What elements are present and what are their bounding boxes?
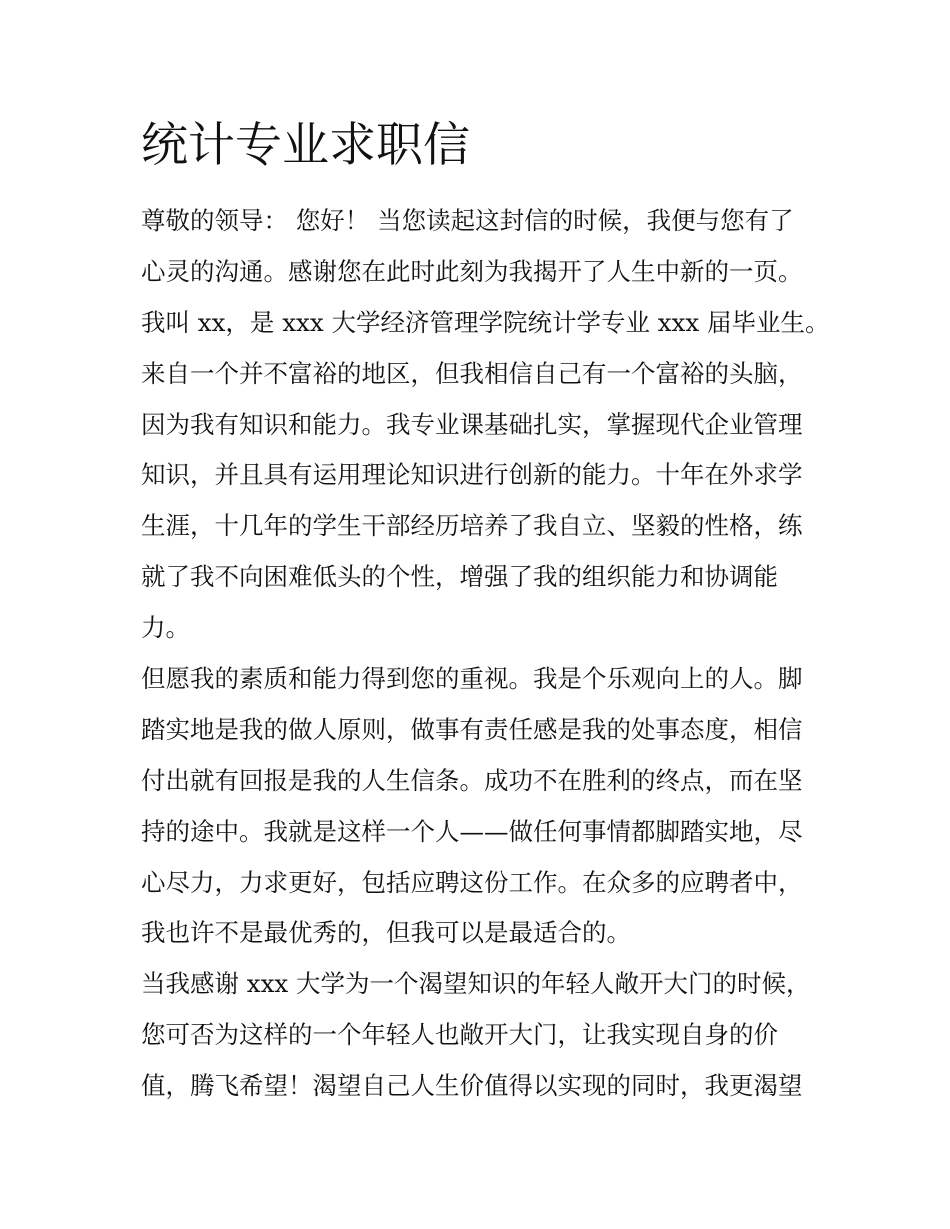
text-line: 踏实地是我的做人原则，做事有责任感是我的处事态度，相信: [141, 714, 803, 744]
text-line: 但愿我的素质和能力得到您的重视。我是个乐观向上的人。脚: [141, 664, 803, 694]
text-line: 心灵的沟通。感谢您在此时此刻为我揭开了人生中新的一页。: [141, 256, 803, 286]
text-line: 就了我不向困难低头的个性，增强了我的组织能力和协调能: [141, 562, 778, 592]
text-line: 我叫 xx，是 xxx 大学经济管理学院统计学专业 xxx 届毕业生。: [141, 307, 830, 337]
text-line: 来自一个并不富裕的地区，但我相信自己有一个富裕的头脑，: [141, 358, 803, 388]
text-line: 知识，并且具有运用理论知识进行创新的能力。十年在外求学: [141, 460, 803, 490]
text-line: 值，腾飞希望！渴望自己人生价值得以实现的同时，我更渴望: [141, 1071, 803, 1101]
letter-body: [141, 196, 831, 1112]
text-line: 力。: [141, 613, 190, 643]
text-line: 尊敬的领导： 您好！ 当您读起这封信的时候，我便与您有了: [141, 206, 794, 235]
text-line: 我也许不是最优秀的，但我可以是最适合的。: [141, 918, 631, 948]
text-line: 持的途中。我就是这样一个人——做任何事情都脚踏实地，尽: [141, 816, 803, 846]
text-line: 当我感谢 xxx 大学为一个渴望知识的年轻人敞开大门的时候，: [141, 969, 811, 999]
text-line: 付出就有回报是我的人生信条。成功不在胜利的终点，而在坚: [141, 765, 803, 795]
text-line: 因为我有知识和能力。我专业课基础扎实，掌握现代企业管理: [141, 409, 803, 439]
document-title: 统计专业求职信: [141, 118, 470, 173]
text-line: 生涯，十几年的学生干部经历培养了我自立、坚毅的性格，练: [141, 511, 803, 541]
text-line: 您可否为这样的一个年轻人也敞开大门，让我实现自身的价: [141, 1020, 778, 1050]
text-line: 心尽力，力求更好，包括应聘这份工作。在众多的应聘者中，: [141, 867, 803, 897]
